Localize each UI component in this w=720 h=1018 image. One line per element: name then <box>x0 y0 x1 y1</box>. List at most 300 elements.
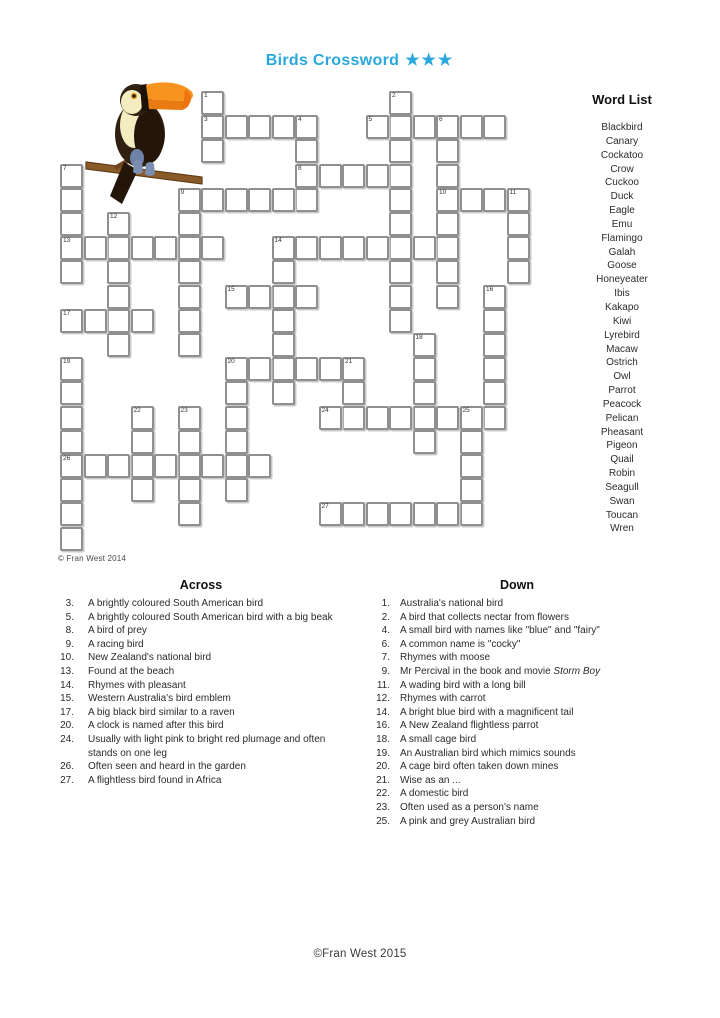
grid-cell[interactable] <box>131 430 154 454</box>
clue-text: A New Zealand flightless parrot <box>400 720 539 732</box>
clue-text: A clock is named after this bird <box>88 720 224 732</box>
grid-cell[interactable] <box>225 430 248 454</box>
clue-number: 20. <box>376 761 390 773</box>
grid-cell[interactable] <box>319 406 342 430</box>
clue-row <box>40 597 362 611</box>
clue-row <box>40 706 362 720</box>
cell-number: 2 <box>392 92 396 99</box>
clue-text: A small cage bird <box>400 733 477 745</box>
clue-number: 18. <box>376 733 390 745</box>
grid-cell[interactable] <box>342 381 365 405</box>
grid-cell[interactable] <box>60 309 83 333</box>
across-clues-section <box>40 578 362 787</box>
grid-cell[interactable] <box>295 236 318 260</box>
clue-text: New Zealand's national bird <box>88 652 212 664</box>
clue-number: 21. <box>376 774 390 786</box>
grid-cell[interactable] <box>483 309 506 333</box>
clue-row <box>40 665 362 679</box>
grid-cell[interactable] <box>507 260 530 284</box>
clue-number: 13. <box>60 665 74 677</box>
grid-cell[interactable] <box>60 260 83 284</box>
cell-number: 12 <box>110 213 118 220</box>
grid-cell[interactable] <box>272 236 295 260</box>
grid-cell[interactable] <box>389 164 412 188</box>
clue-number: 12. <box>376 693 390 705</box>
grid-cell[interactable] <box>131 309 154 333</box>
grid-cell[interactable] <box>342 164 365 188</box>
clue-row <box>356 760 678 774</box>
clue-number: 27. <box>60 774 74 786</box>
clue-text: A bright blue bird with a magnificent tail <box>400 706 574 718</box>
word-list-panel <box>558 92 686 536</box>
grid-cell[interactable] <box>295 188 318 212</box>
cell-number: 14 <box>274 237 282 245</box>
grid-cell[interactable] <box>248 285 271 309</box>
cell-number: 3 <box>204 116 208 124</box>
cell-number: 6 <box>439 116 443 124</box>
grid-cell[interactable] <box>60 381 83 405</box>
grid-cell[interactable] <box>272 309 295 333</box>
grid-cell[interactable] <box>107 236 130 260</box>
clue-row <box>356 787 678 801</box>
grid-cell[interactable] <box>225 188 248 212</box>
grid-cell[interactable] <box>84 309 107 333</box>
word-list-item: Owl <box>613 371 631 383</box>
word-list-item: Eagle <box>609 205 635 217</box>
clue-text: A pink and grey Australian bird <box>400 815 536 827</box>
cell-number: 13 <box>63 237 71 245</box>
cell-number: 26 <box>63 455 71 462</box>
clue-number: 9. <box>65 638 74 650</box>
grid-cell[interactable] <box>178 285 201 309</box>
across-clue-list <box>40 597 362 787</box>
clue-row <box>40 692 362 706</box>
grid-cell[interactable] <box>248 454 271 478</box>
grid-cell[interactable] <box>201 236 224 260</box>
clue-text: Rhymes with moose <box>400 652 491 664</box>
grid-cell[interactable] <box>60 430 83 454</box>
clue-row <box>40 760 362 774</box>
grid-cell[interactable] <box>460 478 483 502</box>
cell-number: 24 <box>321 406 329 414</box>
word-list-item: Ostrich <box>606 357 638 369</box>
cell-number: 11 <box>509 188 517 196</box>
clue-row <box>356 733 678 747</box>
clue-text: Found at the beach <box>88 665 175 677</box>
cell-number: 8 <box>298 164 302 172</box>
clue-number: 19. <box>376 747 390 759</box>
toucan-feet <box>133 160 143 174</box>
grid-cell[interactable] <box>84 236 107 260</box>
word-list-item: Pelican <box>605 412 639 424</box>
grid-cell[interactable] <box>483 115 506 139</box>
word-list-item: Goose <box>607 260 637 272</box>
grid-cell[interactable] <box>178 406 201 430</box>
clue-number: 26. <box>60 761 74 773</box>
clue-number: 3. <box>65 598 74 609</box>
grid-cell[interactable] <box>413 502 436 526</box>
title-stars: ★★★ <box>405 52 455 69</box>
word-list-item: Cockatoo <box>600 149 644 161</box>
cell-number: 21 <box>345 358 353 366</box>
clue-number: 14. <box>60 679 74 691</box>
grid-cell[interactable] <box>225 406 248 430</box>
clue-text: Usually with light pink to bright red plumage and often stands on one leg <box>88 733 326 759</box>
grid-cell[interactable] <box>389 212 412 236</box>
toucan-eye <box>132 94 136 98</box>
clue-text: Rhymes with carrot <box>400 693 486 705</box>
grid-cell[interactable] <box>483 188 506 212</box>
grid-cell[interactable] <box>107 333 130 357</box>
grid-cell[interactable] <box>60 527 83 551</box>
grid-cell[interactable] <box>319 357 342 381</box>
grid-cell[interactable] <box>201 454 224 478</box>
grid-cell[interactable] <box>413 115 436 139</box>
grid-cell[interactable] <box>366 164 389 188</box>
word-list-item: Quail <box>610 454 634 466</box>
cell-number: 17 <box>63 309 71 317</box>
clue-number: 2. <box>381 611 390 623</box>
grid-cell[interactable] <box>483 285 506 309</box>
grid-cell[interactable] <box>319 164 342 188</box>
grid-cell[interactable] <box>178 309 201 333</box>
clue-row <box>40 733 362 760</box>
clue-row <box>40 638 362 652</box>
grid-cell[interactable] <box>483 406 506 430</box>
grid-cell[interactable] <box>272 381 295 405</box>
cell-number: 7 <box>63 164 67 172</box>
grid-cell[interactable] <box>389 285 412 309</box>
grid-cell[interactable] <box>295 115 318 139</box>
cell-number: 4 <box>298 116 302 124</box>
clue-row <box>356 638 678 652</box>
cell-number: 27 <box>321 503 329 511</box>
clue-number: 10. <box>60 652 74 664</box>
clue-row <box>356 651 678 665</box>
grid-cell[interactable] <box>342 406 365 430</box>
clue-number: 9. <box>381 665 390 677</box>
word-list-item: Lyrebird <box>604 329 640 341</box>
grid-cell[interactable] <box>60 236 83 260</box>
grid-cell[interactable] <box>272 188 295 212</box>
word-list-item: Robin <box>608 468 636 480</box>
grid-cell[interactable] <box>60 188 83 212</box>
down-heading: Down <box>499 578 535 592</box>
clue-text: Often used as a person's name <box>400 801 539 813</box>
page-title: Birds Crossword <box>265 52 400 69</box>
grid-cell[interactable] <box>248 188 271 212</box>
grid-cell[interactable] <box>272 333 295 357</box>
grid-cell[interactable] <box>436 236 459 260</box>
clue-number: 8. <box>65 625 74 637</box>
grid-cell[interactable] <box>483 381 506 405</box>
word-list-item: Wren <box>610 523 634 535</box>
clue-text: A racing bird <box>88 638 144 650</box>
grid-cell[interactable] <box>60 478 83 502</box>
grid-copyright: © Fran West 2014 <box>58 554 127 563</box>
grid-cell[interactable] <box>389 309 412 333</box>
clue-row <box>356 747 678 761</box>
word-list-item: Kakapo <box>605 301 639 313</box>
grid-cell[interactable] <box>366 236 389 260</box>
clue-text: A cage bird often taken down mines <box>400 761 559 773</box>
grid-cell[interactable] <box>178 430 201 454</box>
clue-number: 20. <box>60 720 74 732</box>
word-list-item: Toucan <box>605 509 639 521</box>
grid-cell[interactable] <box>366 406 389 430</box>
down-clues-section <box>356 578 678 828</box>
grid-cell[interactable] <box>319 236 342 260</box>
cell-number: 18 <box>415 334 423 341</box>
grid-cell[interactable] <box>460 454 483 478</box>
grid-cell[interactable] <box>84 454 107 478</box>
grid-cell[interactable] <box>178 212 201 236</box>
word-list-item: Swan <box>609 495 635 507</box>
clue-row <box>40 679 362 693</box>
grid-cell[interactable] <box>60 454 83 478</box>
grid-cell[interactable] <box>389 406 412 430</box>
grid-cell[interactable] <box>107 285 130 309</box>
clue-number: 15. <box>60 693 74 705</box>
clue-text: Often seen and heard in the garden <box>88 761 246 773</box>
grid-cell[interactable] <box>413 236 436 260</box>
toucan-illustration <box>84 78 206 210</box>
grid-cell[interactable] <box>295 285 318 309</box>
grid-cell[interactable] <box>436 164 459 188</box>
clue-text: A big black bird similar to a raven <box>88 706 235 718</box>
cell-number: 9 <box>180 188 185 196</box>
grid-cell[interactable] <box>413 430 436 454</box>
clue-row <box>356 611 678 625</box>
word-list-item: Parrot <box>608 385 636 397</box>
grid-cell[interactable] <box>107 260 130 284</box>
grid-cell[interactable] <box>460 115 483 139</box>
grid-cell[interactable] <box>460 430 483 454</box>
clue-text: A bird of prey <box>88 625 147 637</box>
clue-text: A brightly coloured South American bird <box>88 598 264 609</box>
cell-number: 15 <box>227 285 235 293</box>
grid-cell[interactable] <box>60 406 83 430</box>
clue-text: Rhymes with pleasant <box>88 679 186 691</box>
word-list-item: Macaw <box>606 343 638 355</box>
grid-cell[interactable] <box>225 381 248 405</box>
grid-cell[interactable] <box>389 115 412 139</box>
clue-text: A bird that collects nectar from flowers <box>400 611 569 623</box>
grid-cell[interactable] <box>225 285 248 309</box>
clue-number: 11. <box>376 679 390 691</box>
word-list-item: Peacock <box>602 398 642 410</box>
grid-cell[interactable] <box>60 502 83 526</box>
grid-cell[interactable] <box>131 406 154 430</box>
grid-cell[interactable] <box>225 454 248 478</box>
down-clue-list <box>356 597 678 828</box>
word-list-item: Blackbird <box>601 122 643 133</box>
clue-row <box>356 774 678 788</box>
grid-cell[interactable] <box>389 236 412 260</box>
clue-text: A small bird with names like "blue" and "fairy" <box>400 625 600 637</box>
grid-cell[interactable] <box>413 406 436 430</box>
grid-cell[interactable] <box>413 333 436 357</box>
clue-text: Wise as an ... <box>400 774 461 786</box>
grid-cell[interactable] <box>178 478 201 502</box>
grid-cell[interactable] <box>507 212 530 236</box>
grid-cell[interactable] <box>342 357 365 381</box>
clue-text: A brightly coloured South American bird with a big beak <box>88 611 333 623</box>
grid-cell[interactable] <box>178 333 201 357</box>
cell-number: 20 <box>227 358 235 366</box>
grid-cell[interactable] <box>436 212 459 236</box>
clue-row <box>356 665 678 679</box>
grid-cell[interactable] <box>60 164 83 188</box>
word-list-item: Kiwi <box>612 315 632 327</box>
grid-cell[interactable] <box>295 164 318 188</box>
clue-text: A flightless bird found in Africa <box>88 774 222 786</box>
word-list-item: Honeyeater <box>596 274 648 286</box>
cell-number: 23 <box>180 406 188 414</box>
grid-cell[interactable] <box>366 115 389 139</box>
clue-number: 14. <box>376 706 390 718</box>
grid-cell[interactable] <box>60 212 83 236</box>
grid-cell[interactable] <box>389 188 412 212</box>
word-list-item: Canary <box>605 135 639 147</box>
grid-cell[interactable] <box>436 188 459 212</box>
clue-row <box>40 719 362 733</box>
cell-number: 22 <box>133 406 141 414</box>
cell-number: 19 <box>63 358 71 366</box>
grid-cell[interactable] <box>507 188 530 212</box>
grid-cell[interactable] <box>248 115 271 139</box>
grid-cell[interactable] <box>225 478 248 502</box>
word-list-item: Pheasant <box>600 426 644 438</box>
grid-cell[interactable] <box>413 357 436 381</box>
grid-cell[interactable] <box>389 91 412 115</box>
clue-text: A common name is "cocky" <box>400 638 521 650</box>
clue-row <box>356 679 678 693</box>
grid-cell[interactable] <box>131 478 154 502</box>
cell-number: 10 <box>439 188 447 196</box>
clue-number: 6. <box>381 638 390 650</box>
grid-cell[interactable] <box>154 454 177 478</box>
word-list-item: Emu <box>611 218 633 230</box>
grid-cell[interactable] <box>295 357 318 381</box>
clue-text-italic: Storm Boy <box>553 665 601 677</box>
grid-cell[interactable] <box>436 139 459 163</box>
grid-cell[interactable] <box>413 381 436 405</box>
grid-cell[interactable] <box>107 454 130 478</box>
grid-cell[interactable] <box>507 236 530 260</box>
cell-number: 16 <box>486 285 494 293</box>
grid-cell[interactable] <box>154 236 177 260</box>
grid-cell[interactable] <box>131 236 154 260</box>
cell-number: 5 <box>368 116 373 124</box>
cell-number: 1 <box>204 92 208 99</box>
grid-cell[interactable] <box>366 502 389 526</box>
grid-cell[interactable] <box>225 115 248 139</box>
clue-number: 24. <box>60 733 74 745</box>
grid-cell[interactable] <box>225 357 248 381</box>
clue-row <box>356 706 678 720</box>
grid-cell[interactable] <box>272 357 295 381</box>
grid-cell[interactable] <box>107 212 130 236</box>
grid-cell[interactable] <box>436 406 459 430</box>
grid-cell[interactable] <box>483 333 506 357</box>
grid-cell[interactable] <box>389 260 412 284</box>
grid-cell[interactable] <box>460 188 483 212</box>
clue-number: 22. <box>376 788 390 800</box>
grid-cell[interactable] <box>389 502 412 526</box>
clue-text: Australia's national bird <box>400 598 504 609</box>
grid-cell[interactable] <box>460 502 483 526</box>
clue-row <box>356 719 678 733</box>
clue-number: 25. <box>376 815 390 827</box>
grid-cell[interactable] <box>178 236 201 260</box>
clue-number: 23. <box>376 801 390 813</box>
grid-cell[interactable] <box>436 260 459 284</box>
clue-text: An Australian bird which mimics sounds <box>400 747 576 759</box>
grid-cell[interactable] <box>342 236 365 260</box>
clue-text: A wading bird with a long bill <box>400 679 526 691</box>
clue-number: 5. <box>65 611 74 623</box>
grid-cell[interactable] <box>436 502 459 526</box>
grid-cell[interactable] <box>131 454 154 478</box>
grid-cell[interactable] <box>248 357 271 381</box>
clue-row <box>40 774 362 788</box>
grid-cell[interactable] <box>272 115 295 139</box>
clue-row <box>356 801 678 815</box>
cell-number: 25 <box>462 406 470 414</box>
word-list <box>558 121 686 536</box>
clue-row <box>356 815 678 829</box>
clue-number: 17. <box>60 706 74 718</box>
clue-row <box>356 624 678 638</box>
word-list-item: Duck <box>610 191 634 203</box>
grid-cell[interactable] <box>107 309 130 333</box>
grid-cell[interactable] <box>178 454 201 478</box>
word-list-item: Galah <box>608 246 636 258</box>
grid-cell[interactable] <box>272 260 295 284</box>
clue-number: 1. <box>381 598 390 609</box>
clue-text: Western Australia's bird emblem <box>88 693 231 705</box>
word-list-item: Ibis <box>614 288 630 300</box>
grid-cell[interactable] <box>178 260 201 284</box>
grid-cell[interactable] <box>460 406 483 430</box>
clue-number: 7. <box>381 652 390 664</box>
clue-text: A domestic bird <box>400 788 469 800</box>
clue-row <box>356 692 678 706</box>
word-list-item: Pigeon <box>606 440 638 452</box>
clue-row <box>356 597 678 611</box>
clue-row <box>40 624 362 638</box>
grid-cell[interactable] <box>319 502 342 526</box>
word-list-item: Cuckoo <box>605 177 639 189</box>
grid-cell[interactable] <box>389 139 412 163</box>
word-list-item: Seagull <box>605 481 639 493</box>
clue-row <box>40 611 362 625</box>
grid-cell[interactable] <box>436 115 459 139</box>
grid-cell[interactable] <box>178 502 201 526</box>
word-list-item: Flamingo <box>601 232 643 244</box>
clue-number: 4. <box>381 625 390 637</box>
grid-cell[interactable] <box>342 502 365 526</box>
grid-cell[interactable] <box>436 285 459 309</box>
grid-cell[interactable] <box>60 357 83 381</box>
clue-row <box>40 651 362 665</box>
clue-text: Mr Percival in the book and movie Storm Boy <box>400 665 601 677</box>
clue-number: 16. <box>376 720 390 732</box>
grid-cell[interactable] <box>483 357 506 381</box>
grid-cell[interactable] <box>272 285 295 309</box>
grid-cell[interactable] <box>295 139 318 163</box>
